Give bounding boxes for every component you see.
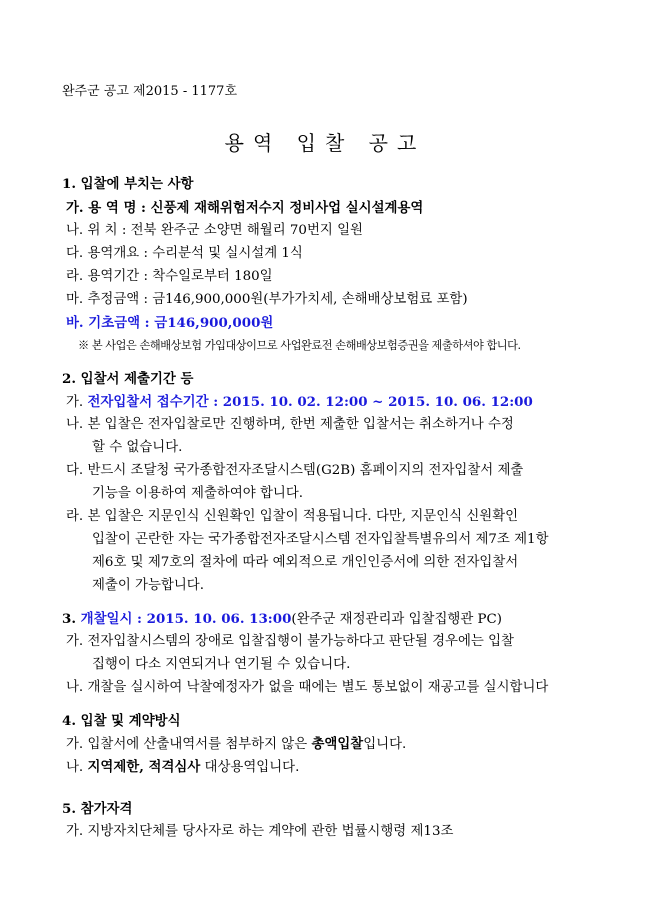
lump-sum-bold: 총액입찰 [311,736,364,752]
system-failure-line-cont: 집행이 다소 지연되거나 연기될 수 있습니다. [92,657,351,672]
overview-line: 다. 용역개요 : 수리분석 및 실시설계 1식 [66,246,303,261]
regional-pre: 나. [66,760,88,775]
lump-sum-line [66,735,406,754]
lump-sum-post: 입니다. [363,737,407,752]
opening-location: (완주군 재정관리과 입찰집행관 PC) [291,612,503,627]
fingerprint-line-cont-2: 제6호 및 제7호의 절차에 따라 예외적으로 개인인증서에 의한 전자입찰서 [92,555,519,570]
section-4-heading: 4. 입찰 및 계약방식 [62,713,181,729]
electronic-only-line: 나. 본 입찰은 전자입찰로만 진행하며, 한번 제출한 입찰서는 취소하거나 수정 [66,417,514,432]
g2b-line: 다. 반드시 조달청 국가종합전자조달시스템(G2B) 홈페이지의 전자입찰서 제출 [66,463,524,478]
period-line: 라. 용역기간 : 착수일로부터 180일 [66,269,273,284]
section-3-heading [62,610,502,629]
section-5-heading: 5. 참가자격 [62,801,133,817]
fingerprint-line-cont-3: 제출이 가능합니다. [92,578,204,593]
section-1-heading: 1. 입찰에 부치는 사항 [62,176,194,192]
lump-sum-pre: 가. 입찰서에 산출내역서를 첨부하지 않은 [66,737,312,752]
submission-period-line [66,393,533,412]
location-line: 나. 위 치 : 전북 완주군 소양면 해월리 70번지 일원 [66,223,363,238]
section-3-number: 3. [62,611,81,627]
regional-bold: 지역제한, 적격심사 [87,759,201,775]
base-amount-line: 바. 기초금액 : 금146,900,000원 [66,315,274,331]
section-2-heading: 2. 입찰서 제출기간 등 [62,371,194,387]
submission-period: 전자입찰서 접수기간 : 2015. 10. 02. 12:00 ~ 2015. 10. 06. 12:00 [87,394,533,410]
estimated-amount-line: 마. 추정금액 : 금146,900,000원(부가가치세, 손해배상보험료 포함) [66,292,468,307]
system-failure-line: 가. 전자입찰시스템의 장애로 입찰집행이 불가능하다고 판단될 경우에는 입찰 [66,634,514,649]
rebid-line: 나. 개찰을 실시하여 낙찰예정자가 없을 때에는 별도 통보없이 재공고를 실시합니다 [66,680,549,695]
regional-post: 대상용역입니다. [200,760,300,775]
notice-number: 완주군 공고 제2015 - 1177호 [62,84,237,99]
item-prefix: 가. [66,395,88,410]
qualification-line: 가. 지방자치단체를 당사자로 하는 계약에 관한 법률시행령 제13조 [66,824,454,839]
service-name-line: 가. 용 역 명 : 신풍제 재해위험저수지 정비사업 실시설계용역 [66,200,424,216]
electronic-only-line-cont: 할 수 없습니다. [92,440,183,455]
fingerprint-line-cont-1: 입찰이 곤란한 자는 국가종합전자조달시스템 전자입찰특별유의서 제7조 제1항 [92,532,549,547]
opening-datetime: 개찰일시 : 2015. 10. 06. 13:00 [80,611,292,627]
fingerprint-line: 라. 본 입찰은 지문인식 신원확인 입찰이 적용됩니다. 다만, 지문인식 신원확인 [66,509,519,524]
page-title: 용역 입찰 공고 [224,131,426,155]
g2b-line-cont: 기능을 이용하여 제출하여야 합니다. [92,486,304,501]
regional-limit-line [66,758,299,777]
insurance-note: ※ 본 사업은 손해배상보험 가입대상이므로 사업완료전 손해배상보험증권을 제출하셔야 합니다. [78,339,521,352]
